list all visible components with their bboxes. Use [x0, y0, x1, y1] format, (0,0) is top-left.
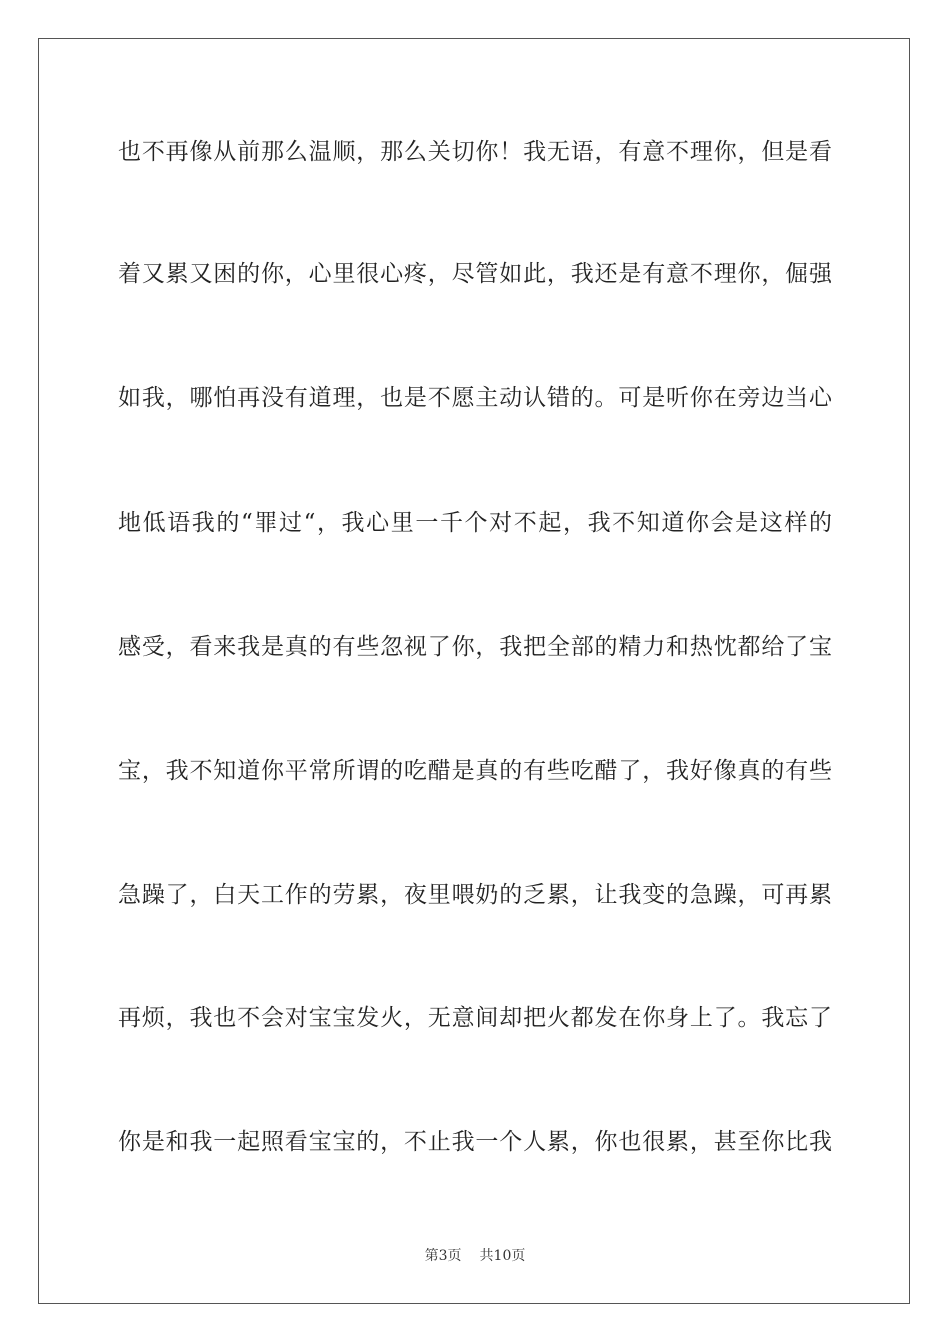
page-footer [0, 1247, 950, 1265]
page-total: 共10页 [479, 1248, 526, 1264]
text-line: 地低语我的“罪过“，我心里一千个对不起，我不知道你会是这样的 [118, 510, 832, 536]
text-line: 你是和我一起照看宝宝的，不止我一个人累，你也很累，甚至你比我 [118, 1129, 832, 1155]
text-line: 着又累又困的你，心里很心疼，尽管如此，我还是有意不理你，倔强 [118, 261, 832, 287]
text-line: 如我，哪怕再没有道理，也是不愿主动认错的。可是听你在旁边当心 [118, 385, 832, 411]
page-number: 第3页 [424, 1248, 462, 1264]
text-line: 宝，我不知道你平常所谓的吃醋是真的有些吃醋了，我好像真的有些 [118, 758, 832, 784]
text-line: 再烦，我也不会对宝宝发火，无意间却把火都发在你身上了。我忘了 [118, 1005, 832, 1031]
text-line: 急躁了，白天工作的劳累，夜里喂奶的乏累，让我变的急躁，可再累 [118, 882, 832, 908]
text-line: 也不再像从前那么温顺，那么关切你！我无语，有意不理你，但是看 [118, 139, 832, 165]
page-border [38, 38, 910, 1304]
text-line: 感受，看来我是真的有些忽视了你，我把全部的精力和热忱都给了宝 [118, 634, 832, 660]
